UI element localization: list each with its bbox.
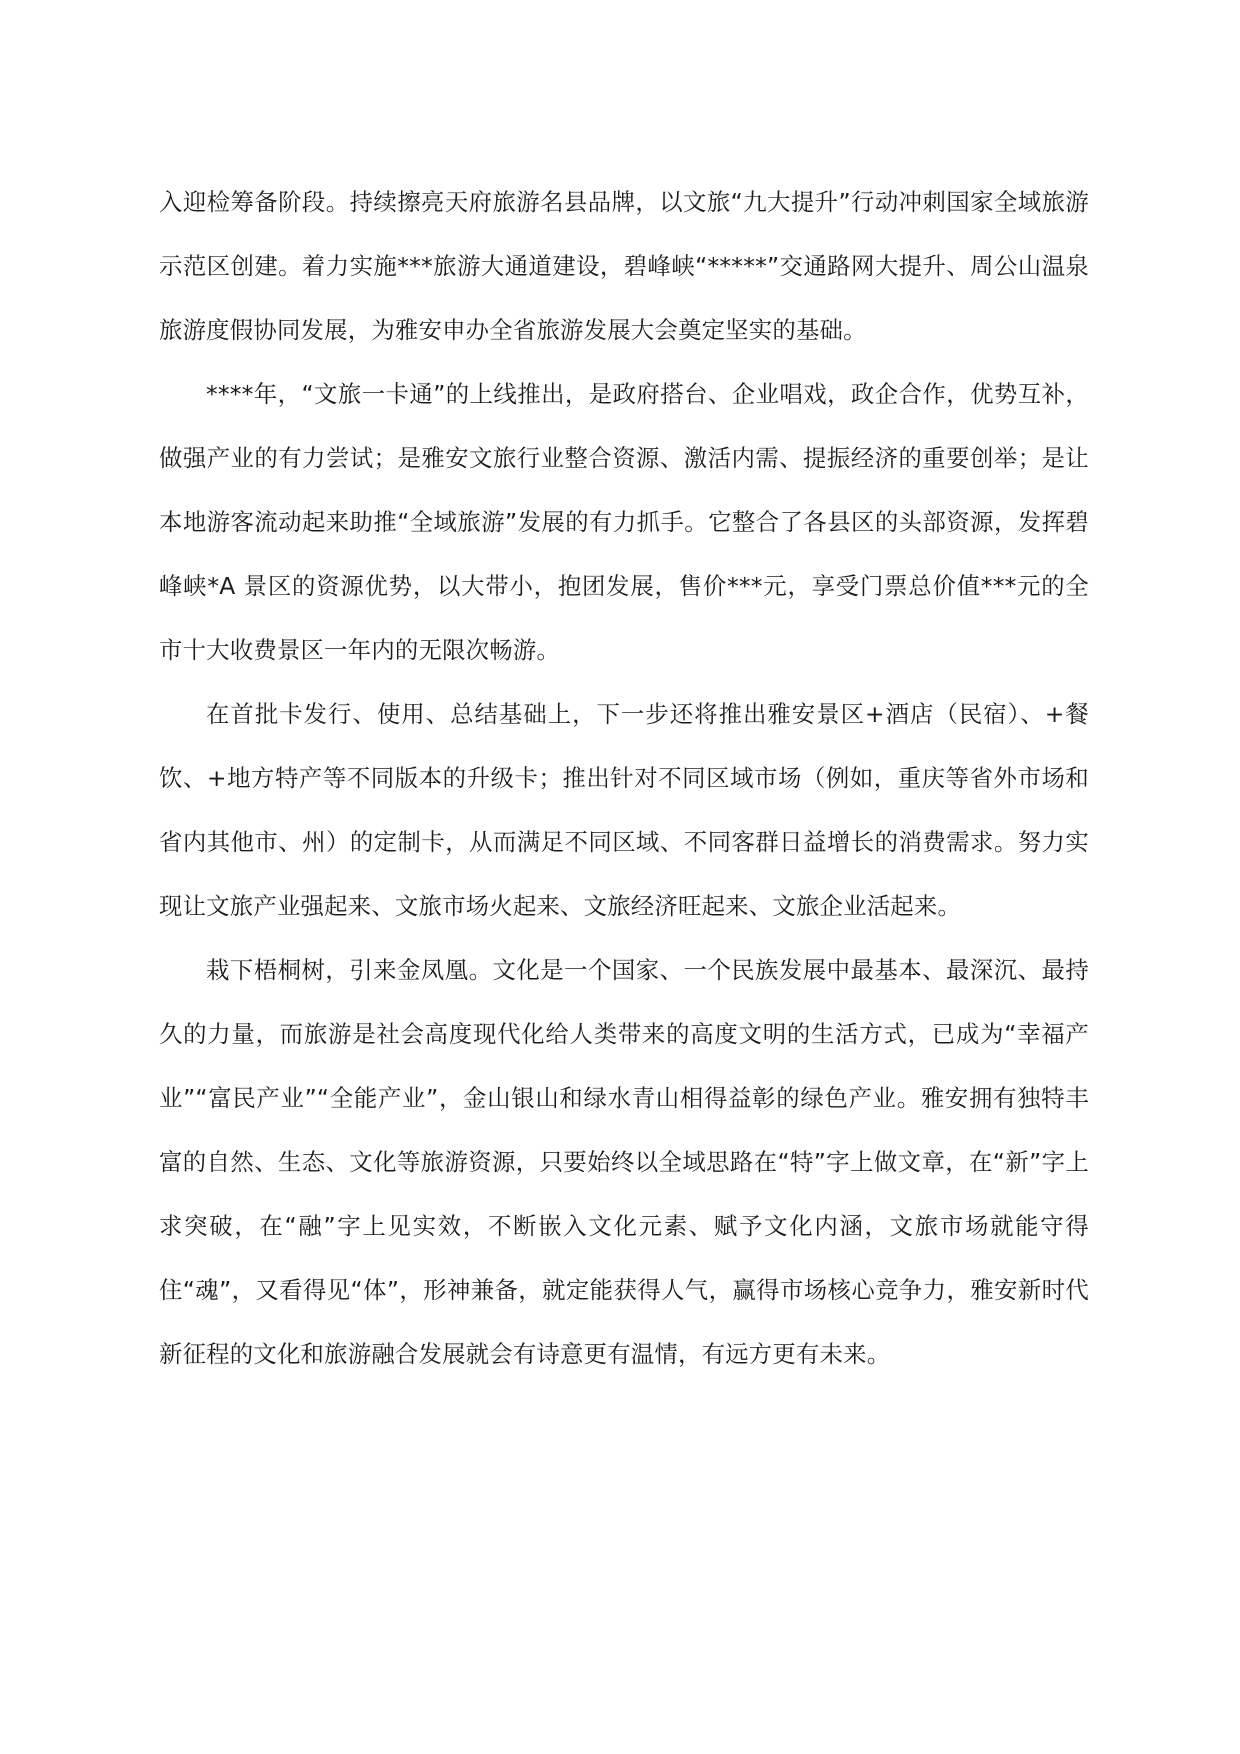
paragraph-conclusion: 栽下梧桐树，引来金凤凰。文化是一个国家、一个民族发展中最基本、最深沉、最持久的力量，而旅游是社会高度现代化给人类带来的高度文明的生活方式，已成为“幸福产业”“富民产业”“全能产业”，金山银山和绿水青山相得益彰的绿色产业。雅安拥有独特丰富的自然、生态、文化等旅游资源，只要始终以全域思路在“特”字上做文章，在“新”字上求突破，在“融”字上见实效，不断嵌入文化元素、赋予文化内涵，文旅市场就能守得住“魂”，又看得见“体”，形神兼备，就定能获得人气，赢得市场核心竞争力，雅安新时代新征程的文化和旅游融合发展就会有诗意更有温情，有远方更有未来。 <box>159 956 1089 1368</box>
paragraph-travel-card: ****年，“文旅一卡通”的上线推出，是政府搭台、企业唱戏，政企合作，优势互补，做强产业的有力尝试；是雅安文旅行业整合资源、激活内需、提振经济的重要创举；是让本地游客流动起来助推“全域旅游”发展的有力抓手。它整合了各县区的头部资源，发挥碧峰峡*A 景区的资源优势，以大带小，抱团发展，售价***元，享受门票总价值***元的全市十大收费景区一年内的无限次畅游。 <box>159 380 1089 664</box>
paragraph-upgrade-cards: 在首批卡发行、使用、总结基础上，下一步还将推出雅安景区+酒店（民宿）、+餐饮、+地方特产等不同版本的升级卡；推出针对不同区域市场（例如，重庆等省外市场和省内其他市、州）的定制卡，从而满足不同区域、不同客群日益增长的消费需求。努力实现让文旅产业强起来、文旅市场火起来、文旅经济旺起来、文旅企业活起来。 <box>159 700 1089 920</box>
document-body <box>159 170 1089 1386</box>
paragraph-continuation: 入迎检筹备阶段。持续擦亮天府旅游名县品牌，以文旅“九大提升”行动冲刺国家全域旅游示范区创建。着力实施***旅游大通道建设，碧峰峡“*****”交通路网大提升、周公山温泉旅游度假协同发展，为雅安申办全省旅游发展大会奠定坚实的基础。 <box>159 188 1089 344</box>
